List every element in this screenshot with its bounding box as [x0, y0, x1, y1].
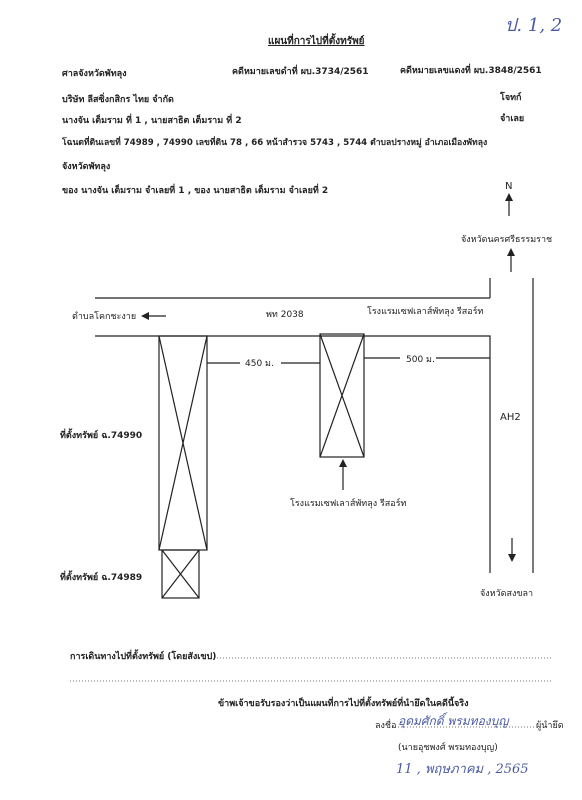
- north-label: N: [505, 181, 513, 192]
- defendant-names: นางจัน เต็มราม ที่ 1 , นายสาธิต เต็มราม ที่ 2: [62, 116, 242, 126]
- page-title: แผนที่การไปที่ตั้งทรัพย์: [268, 36, 365, 47]
- distance-500: 500 ม.: [406, 355, 435, 365]
- khok-chayai-label: ตำบลโคกชะงาย: [72, 312, 137, 322]
- hotel-top-label: โรงแรมเซฟเลาส์พัทลุง รีสอร์ท: [367, 307, 484, 317]
- page-note: ป. 1, 2: [505, 15, 563, 36]
- case-red-number: คดีหมายเลขแดงที่ ผบ.3848/2561: [400, 66, 542, 76]
- highway-left-edge: [470, 336, 490, 573]
- hotel-arrow-head: [339, 459, 347, 467]
- road-label: พท 2038: [266, 310, 304, 320]
- songkhla-arrow-head: [508, 554, 516, 562]
- route-label: การเดินทางไปที่ตั้งทรัพย์ (โดยสังเขป): [70, 652, 217, 662]
- nakhon-label: จังหวัดนครศรีธรรมราช: [461, 235, 553, 245]
- property-74989-label: ที่ตั้งทรัพย์ ฉ.74989: [60, 573, 143, 583]
- certify-text: ข้าพเจ้าขอรับรองว่าเป็นแผนที่การไปที่ตั้งทรัพย์ที่นำยึดในคดีนี้จริง: [218, 699, 469, 709]
- distance-450: 450 ม.: [245, 359, 274, 369]
- sign-date: 11 , พฤษภาคม , 2565: [396, 762, 529, 777]
- hotel-bottom-label: โรงแรมเซฟเลาส์พัทลุง รีสอร์ท: [290, 499, 407, 509]
- songkhla-label: จังหวัดสงขลา: [480, 589, 534, 599]
- khok-arrow-head: [141, 312, 149, 320]
- deed-line: โฉนดที่ดินเลขที่ 74989 , 74990 เลขที่ดิน 78 , 66 หน้าสำรวจ 5743 , 5744 ตำบลปรางหมู่ อำเภอเมืองพัทลุง: [62, 138, 488, 148]
- signer-name: (นายอุชพงศ์ พรมทองบุญ): [398, 743, 498, 753]
- owner-line: ของ นางจัน เต็มราม จำเลยที่ 1 , ของ นายสาธิต เต็มราม จำเลยที่ 2: [62, 186, 329, 196]
- plaintiff-role: โจทก์: [500, 93, 522, 103]
- sign-suffix: ผู้นำยึด: [536, 721, 564, 731]
- plaintiff-name: บริษัท ลีสซิ่งกสิกร ไทย จำกัด: [62, 95, 174, 105]
- sign-prefix: ลงชื่อ: [375, 721, 397, 731]
- province: จังหวัดพัทลุง: [62, 162, 111, 172]
- signature: อุดมศักดิ์ พรมทองบุญ: [398, 714, 509, 728]
- ah2-label: AH2: [500, 412, 521, 423]
- nakhon-arrow-head: [507, 248, 515, 256]
- case-black-number: คดีหมายเลขดำที่ ผบ.3734/2561: [232, 67, 369, 77]
- north-arrow-head: [505, 193, 513, 201]
- defendant-role: จำเลย: [500, 114, 525, 124]
- court-name: ศาลจังหวัดพัทลุง: [62, 69, 127, 79]
- property-74990-label: ที่ตั้งทรัพย์ ฉ.74990: [60, 431, 143, 441]
